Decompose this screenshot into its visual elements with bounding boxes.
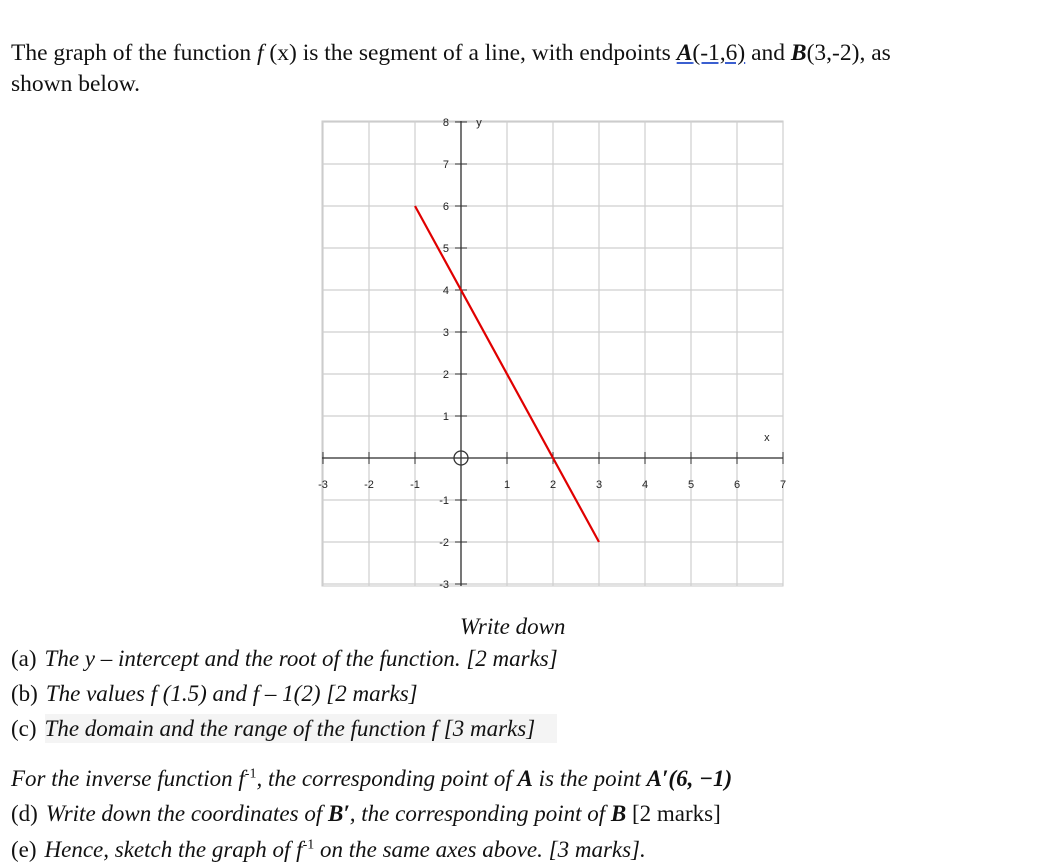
y-tick-label: 6 bbox=[442, 201, 449, 213]
inverse-text-3: is the point bbox=[532, 766, 647, 791]
question-c bbox=[11, 716, 557, 742]
question-a bbox=[11, 646, 558, 672]
question-e-sup: -1 bbox=[302, 837, 315, 853]
x-tick-label: 2 bbox=[549, 479, 557, 491]
grid-lines bbox=[322, 121, 783, 586]
x-tick-label: 4 bbox=[641, 479, 649, 491]
y-tick-label: -2 bbox=[439, 537, 449, 549]
intro-text-2: (x) is the segment of a line, with endpoints bbox=[263, 40, 677, 66]
x-tick-label: -3 bbox=[318, 479, 328, 491]
y-tick-label: 3 bbox=[442, 327, 449, 339]
point-a-coords: (-1,6) bbox=[692, 40, 746, 66]
question-d-text-1: Write down the coordinates of bbox=[45, 801, 328, 826]
intro-and: and bbox=[745, 40, 791, 66]
x-tick-label: 3 bbox=[595, 479, 603, 491]
x-axis-label: x bbox=[764, 432, 770, 445]
inverse-sup: -1 bbox=[244, 766, 257, 782]
question-d-marks: [2 marks] bbox=[626, 801, 721, 826]
intro-func: f bbox=[257, 40, 264, 66]
question-d-b: B bbox=[610, 801, 627, 826]
x-tick-label: 5 bbox=[687, 479, 695, 491]
x-tick-label: 7 bbox=[779, 479, 787, 491]
x-tick-label: -1 bbox=[410, 479, 420, 491]
question-b-label: (b) bbox=[11, 681, 38, 706]
question-d-bprime: B′ bbox=[327, 801, 350, 826]
question-d-text-2: , the corresponding point of bbox=[349, 801, 611, 826]
point-b-coords: (3,-2), as bbox=[806, 40, 891, 66]
question-c-text: The domain and the range of the function f [3 marks] bbox=[45, 714, 558, 743]
y-tick-label: -1 bbox=[439, 495, 449, 507]
tick-labels bbox=[318, 117, 786, 591]
y-tick-label: 7 bbox=[442, 159, 449, 171]
question-b-text: The values f (1.5) and f – 1(2) [2 marks] bbox=[45, 681, 418, 706]
point-a-label: A bbox=[676, 40, 693, 66]
question-c-label: (c) bbox=[11, 716, 37, 741]
question-a-text: The y – intercept and the root of the function. [2 marks] bbox=[44, 646, 558, 671]
question-d bbox=[11, 801, 721, 827]
question-b bbox=[11, 681, 418, 707]
inverse-point-a-prime: A′(6, −1) bbox=[646, 766, 733, 791]
question-e-label: (e) bbox=[11, 837, 37, 862]
question-d-label: (d) bbox=[11, 801, 38, 826]
y-tick-label: 2 bbox=[442, 369, 449, 381]
question-e bbox=[11, 837, 646, 863]
y-axis-label: y bbox=[476, 117, 482, 129]
intro-text-3: shown below. bbox=[11, 71, 141, 97]
x-tick-label: -2 bbox=[364, 479, 374, 491]
question-e-text-1: Hence, sketch the graph of f bbox=[44, 837, 303, 862]
inverse-statement bbox=[11, 766, 732, 792]
y-tick-label: 1 bbox=[442, 411, 449, 423]
y-tick-label: 8 bbox=[442, 117, 449, 129]
question-e-text-2: on the same axes above. [3 marks]. bbox=[314, 837, 646, 862]
point-b-label: B bbox=[790, 40, 807, 66]
inverse-text-2: , the corresponding point of bbox=[256, 766, 518, 791]
x-tick-label: 1 bbox=[503, 479, 511, 491]
inverse-point-a: A bbox=[517, 766, 533, 791]
intro-text-1: The graph of the function bbox=[11, 40, 258, 66]
y-tick-label: 4 bbox=[442, 285, 449, 297]
y-tick-label: -3 bbox=[439, 579, 449, 591]
question-a-label: (a) bbox=[11, 646, 37, 671]
write-down-heading: Write down bbox=[460, 614, 566, 639]
inverse-text-1: For the inverse function f bbox=[11, 766, 245, 791]
x-tick-label: 6 bbox=[733, 479, 741, 491]
y-tick-label: 5 bbox=[442, 243, 449, 255]
